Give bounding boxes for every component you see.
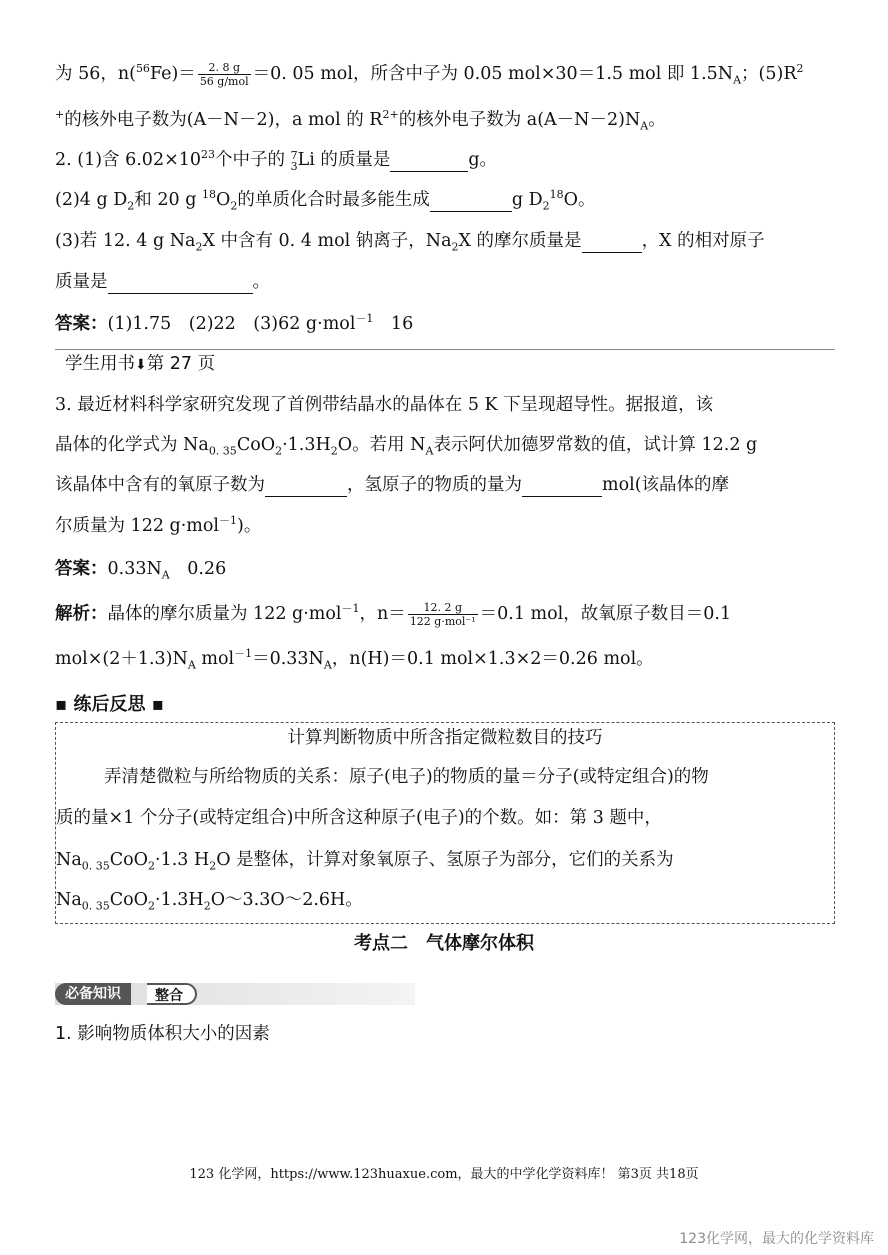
answer-blank[interactable] xyxy=(390,153,468,172)
tips-title: 计算判断物质中所含指定微粒数目的技巧 xyxy=(287,728,603,748)
text-line: $mol\times(2+1.3)N_A$ $mol^{-1}=0.33N_A$，n(H)＝0.1 mol×1.3×2＝0.26 mol。 xyxy=(55,647,654,672)
question-2-3: (3)若 12. 4 g $Na_2X$ 中含有 0. 4 mol 钠离子，$Na_2X$ 的摩尔质量是 ，X 的相对原子 xyxy=(55,231,765,254)
text-line: 尔质量为 122 g·mol$^{-1}$)。 xyxy=(55,514,262,536)
tips-text: 质的量×1 个分子(或特定组合)中所含这种原子(电子)的个数。如：第 3 题中， xyxy=(56,808,662,828)
arrow-down-icon: ⬇ xyxy=(135,357,147,373)
text-line: 为 56，n($^{56}$Fe)＝ $\frac{2. 8 g}{\text{56 g/mol}}$ ＝0. 05 mol，所含中子为 0.05 mol×30＝1.5 mol 即 $1.5N_A$；$(5)R^2$ xyxy=(55,61,804,88)
text-line: 该晶体中含有的氧原子数为 ，氢原子的物质的量为 mol(该晶体的摩 xyxy=(55,475,730,495)
answer-blank[interactable] xyxy=(430,193,512,212)
watermark: 123化学网，最大的化学资料库 xyxy=(679,1231,874,1247)
answer-blank[interactable] xyxy=(582,234,642,253)
answer-blank[interactable] xyxy=(522,478,602,497)
question-2-2: (2)4 g $D_2$和 20 g $^{18}O_2$的单质化合时最多能生成 g $D_2^{18}O$。 xyxy=(55,188,596,213)
answer-2: 答案：(1)1.75 (2)22 (3)62 g·mol$^{-1}$ 16 xyxy=(55,312,414,334)
text-line: +的核外电子数为(A－N－2)，a mol 的 $R^{2+}$的核外电子数为 $a(A-N-2)N_A$。 xyxy=(55,108,666,133)
section-title: 考点二 气体摩尔体积 xyxy=(354,933,534,954)
page-footer: 123 化学网，https://www.123huaxue.com，最大的中学化学资料库！ 第3页 共18页 xyxy=(189,1167,699,1182)
tips-text: $Na_{0. 35}CoO_2\cdot 1.3$ $H_2O$ 是整体，计算对象氧原子、氢原子为部分，它们的关系为 xyxy=(56,850,674,873)
tips-text: 弄清楚微粒与所给物质的关系：原子(电子)的物质的量＝分子(或特定组合)的物 xyxy=(104,767,709,787)
knowledge-tag xyxy=(55,983,415,1005)
page-reference: 学生用书⬇第 27 页 xyxy=(65,354,216,374)
tips-box xyxy=(55,722,835,924)
question-3: 3. 最近材料科学家研究发现了首例带结晶水的晶体在 5 K 下呈现超导性。据报道，该 xyxy=(55,395,714,415)
fraction: $\frac{12. 2 g}{\text{122 g·mol⁻¹}}$ xyxy=(409,601,476,628)
answer-blank[interactable] xyxy=(265,478,347,497)
reflection-heading: ▪ 练后反思 ▪ xyxy=(55,694,164,715)
tag-label-secondary: 整合 xyxy=(147,983,197,1005)
question-2-1: 2. (1)含 $6.02\times 10^{23}$个中子的 7 3 Li 的质量是 g。 xyxy=(55,148,498,173)
answer-blank[interactable] xyxy=(108,275,253,294)
list-item: 1. 影响物质体积大小的因素 xyxy=(55,1024,270,1044)
divider-line xyxy=(55,349,835,350)
text-line: 质量是 。 xyxy=(55,272,270,292)
answer-3: 答案：$0.33N_A$ 0.26 xyxy=(55,559,227,582)
analysis: 解析：晶体的摩尔质量为 122 g·mol$^{-1}$，n＝ $\frac{12. 2 g}{\text{122 g·mol⁻¹}}$ ＝0.1 mol，故氧原子数目＝0.1 xyxy=(55,601,732,628)
tag-label: 必备知识 xyxy=(55,983,131,1005)
tips-text: $Na_{0. 35}CoO_2\cdot 1.3H_2O\sim 3.3O\sim 2.6H$。 xyxy=(56,890,363,913)
fraction: $\frac{2. 8 g}{\text{56 g/mol}}$ xyxy=(199,61,249,88)
text-line: 晶体的化学式为 $Na_{0. 35}CoO_2\cdot 1.3H_2O$。若用 $N_A$表示阿伏加德罗常数的值，试计算 12.2 g xyxy=(55,435,758,458)
